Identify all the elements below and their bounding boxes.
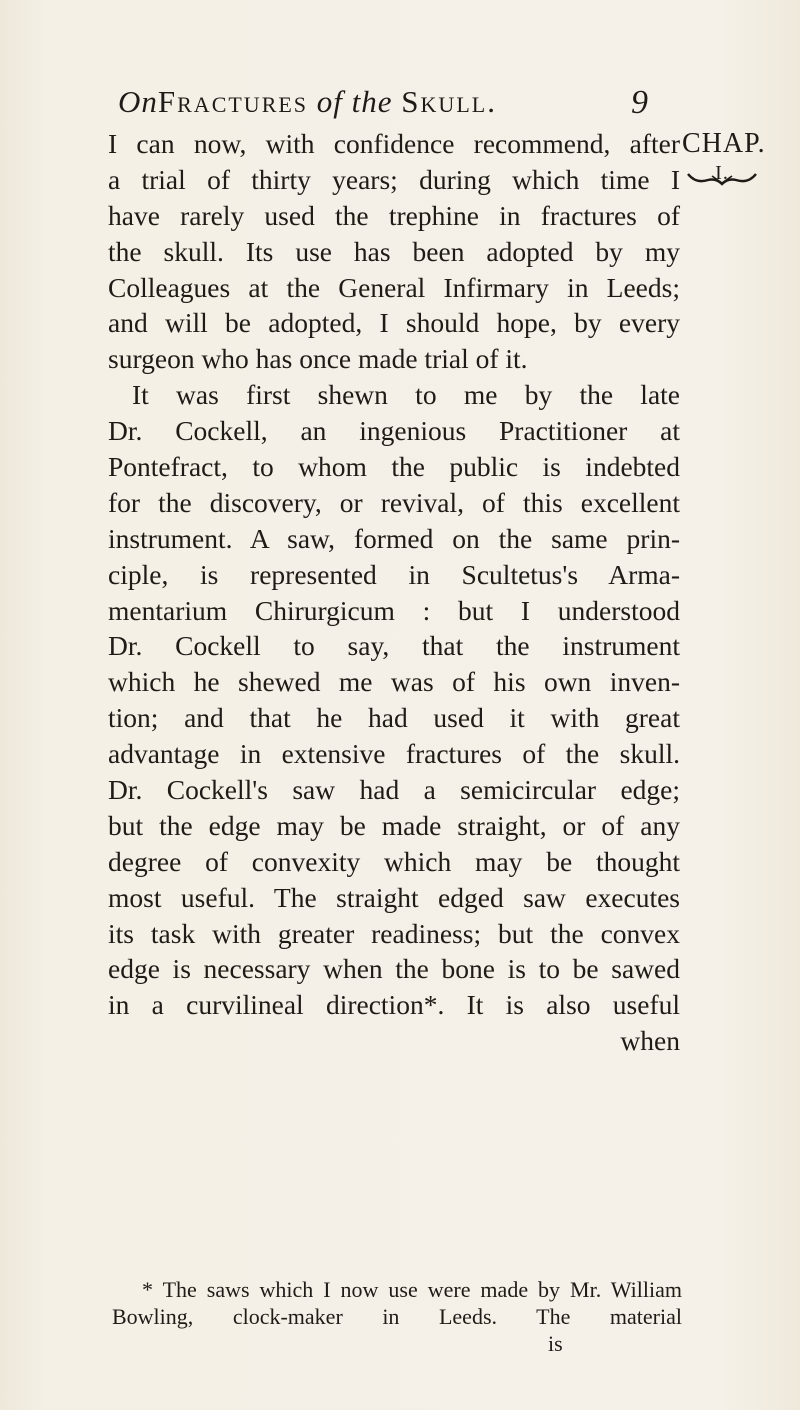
running-head-skull: Skull. bbox=[401, 84, 497, 119]
text-line: for the discovery, or revival, of this excellent bbox=[108, 486, 680, 518]
page-number: 9 bbox=[631, 84, 649, 121]
text-line: Pontefract, to whom the public is indebted bbox=[108, 451, 680, 483]
text-line: have rarely used the trephine in fractures of bbox=[108, 199, 680, 231]
text-line: but the edge may be made straight, or of any bbox=[108, 809, 680, 841]
running-head bbox=[118, 84, 678, 124]
chapter-label: CHAP. bbox=[682, 128, 766, 159]
running-head-fractures: Fractures bbox=[157, 84, 309, 119]
text-line: tion; and that he had used it with great bbox=[108, 702, 680, 734]
text-line: advantage in extensive fractures of the skull. bbox=[108, 738, 680, 770]
running-head-of-the: of the bbox=[316, 84, 393, 119]
body-text bbox=[108, 126, 680, 1059]
text-line: I can now, with confidence recommend, after bbox=[108, 128, 680, 159]
footnote-line: * The saws which I now use were made by Mr. William bbox=[142, 1277, 682, 1302]
text-line: edge is necessary when the bone is to be sawed bbox=[108, 953, 680, 985]
text-line: its task with greater readiness; but the convex bbox=[108, 917, 680, 949]
text-line: Dr. Cockell's saw had a semicircular edge; bbox=[108, 774, 680, 806]
running-head-prefix: On bbox=[118, 84, 158, 119]
text-line: ciple, is represented in Scultetus's Arma- bbox=[108, 558, 680, 590]
text-line: when bbox=[620, 1025, 680, 1057]
text-line: Colleagues at the General Infirmary in Leeds; bbox=[108, 271, 680, 303]
text-line: and will be adopted, I should hope, by every bbox=[108, 307, 680, 339]
chapter-marker bbox=[682, 128, 766, 185]
text-line: Dr. Cockell to say, that the instrument bbox=[108, 630, 680, 662]
text-line: It was first shewn to me by the late bbox=[132, 379, 680, 411]
text-line: mentarium Chirurgicum : but I understood bbox=[108, 594, 680, 626]
text-line: most useful. The straight edged saw executes bbox=[108, 881, 680, 913]
footnote-line: Bowling, clock-maker in Leeds. The material bbox=[112, 1304, 682, 1329]
text-line: the skull. Its use has been adopted by my bbox=[108, 235, 680, 267]
chapter-flourish-icon bbox=[686, 168, 758, 188]
text-line: instrument. A saw, formed on the same prin- bbox=[108, 522, 680, 554]
text-line: Dr. Cockell, an ingenious Practitioner at bbox=[108, 415, 680, 447]
text-line: a trial of thirty years; during which time I bbox=[108, 163, 680, 195]
text-line: degree of convexity which may be thought bbox=[108, 845, 680, 877]
text-line: which he shewed me was of his own inven- bbox=[108, 666, 680, 698]
footnote bbox=[112, 1276, 682, 1330]
chapter-number: I. bbox=[715, 162, 729, 184]
catchword: is bbox=[548, 1331, 563, 1356]
text-line: surgeon who has once made trial of it. bbox=[108, 343, 528, 375]
text-line: in a curvilineal direction*. It is also useful bbox=[108, 989, 680, 1021]
running-head-title bbox=[118, 84, 497, 120]
